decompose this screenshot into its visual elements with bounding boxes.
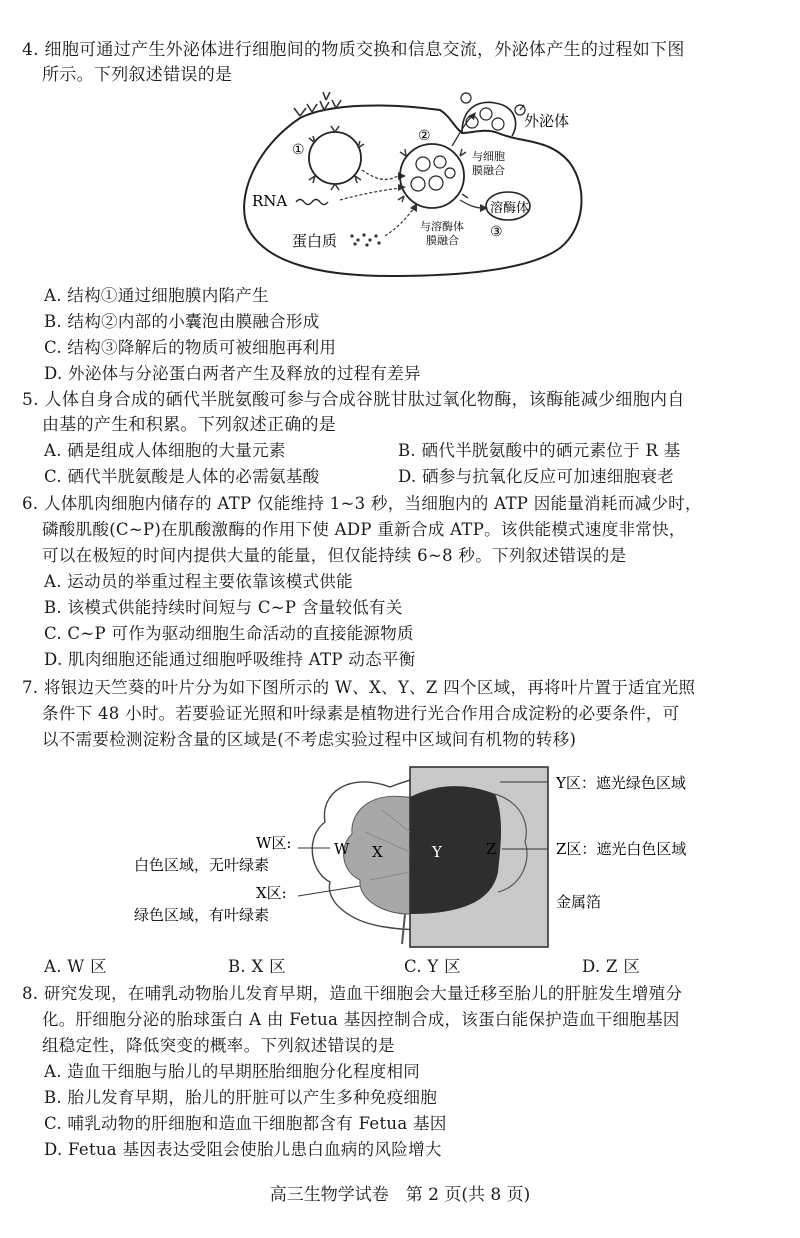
rna-strand — [296, 200, 328, 205]
q6-option-a: A. 运动员的举重过程主要依靠该模式供能 — [44, 572, 353, 591]
protein-label: 蛋白质 — [292, 232, 338, 250]
q7-stem-line-1: 7. 将银边天竺葵的叶片分为如下图所示的 W、X、Y、Z 四个区域，再将叶片置于适宜光照 — [22, 678, 696, 697]
q4-stem-line-1: 4. 细胞可通过产生外泌体进行细胞间的物质交换和信息交流，外泌体产生的过程如下图 — [22, 40, 685, 60]
region-x: X — [372, 843, 383, 861]
q7-stem-line-3: 以不需要检测淀粉含量的区域是(不考虑实验过程中区域间有机物的转移) — [42, 730, 577, 749]
q8-option-b: B. 胎儿发育早期，胎儿的肝脏可以产生多种免疫细胞 — [44, 1088, 438, 1107]
region-y: Y — [432, 843, 442, 861]
q8-option-c: C. 哺乳动物的肝细胞和造血干细胞都含有 Fetua 基因 — [44, 1114, 447, 1133]
q6-stem-line-3: 可以在极短的时间内提供大量的能量，但仅能持续 6~8 秒。下列叙述错误的是 — [42, 546, 627, 565]
q7-stem-line-2: 条件下 48 小时。若要验证光照和叶绿素是植物进行光合作用合成淀粉的必要条件，可 — [42, 704, 680, 723]
q4-option-c: C. 结构③降解后的物质可被细胞再利用 — [44, 338, 337, 357]
region-z: Z — [486, 840, 497, 858]
q5-stem-line-2: 由基的产生和积累。下列叙述正确的是 — [42, 415, 337, 435]
q4-option-b: B. 结构②内部的小囊泡由膜融合形成 — [44, 312, 320, 331]
q5-option-d: D. 硒参与抗氧化反应可加速细胞衰老 — [398, 467, 675, 486]
cell-membrane — [244, 105, 581, 276]
fuse-lysosome-label-1: 与溶酶体 — [420, 220, 464, 233]
fuse-membrane-label-2: 膜融合 — [472, 164, 505, 177]
page-footer: 高三生物学试卷 第 2 页(共 8 页) — [269, 1185, 531, 1205]
fuse-membrane-label-1: 与细胞 — [472, 150, 505, 163]
q6-option-d: D. 肌肉细胞还能通过细胞呼吸维持 ATP 动态平衡 — [44, 650, 416, 669]
q5-stem-line-1: 5. 人体自身合成的硒代半胱氨酸可参与合成谷胱甘肽过氧化物酶，该酶能减少细胞内自 — [22, 390, 685, 410]
q8-stem-line-3: 组稳定性，降低突变的概率。下列叙述错误的是 — [42, 1036, 395, 1055]
exosome-label: 外泌体 — [524, 112, 570, 130]
q6-stem-line-2: 磷酸肌酸(C~P)在肌酸激酶的作用下使 ADP 重新合成 ATP。该供能模式速度非常快， — [42, 520, 686, 539]
q5-option-b: B. 硒代半胱氨酸中的硒元素位于 R 基 — [398, 441, 681, 460]
q4-stem-line-2: 所示。下列叙述错误的是 — [42, 65, 233, 85]
q6-option-c: C. C~P 可作为驱动细胞生命活动的直接能源物质 — [44, 624, 414, 643]
metal-foil-label: 金属箔 — [556, 893, 602, 911]
q6-stem-line-1: 6. 人体肌肉细胞内储存的 ATP 仅能维持 1~3 秒，当细胞内的 ATP 因能量消耗而减少时， — [22, 494, 702, 513]
z-region-label: Z区：遮光白色区域 — [556, 840, 687, 858]
q7-option-a: A. W 区 — [44, 957, 107, 976]
protein-dots — [350, 233, 380, 246]
q8-option-a: A. 造血干细胞与胎儿的早期胚胎细胞分化程度相同 — [44, 1062, 421, 1081]
q7-leaf-diagram — [120, 762, 720, 952]
q8-stem-line-2: 化。肝细胞分泌的胎球蛋白 A 由 Fetua 基因控制合成，该蛋白能保护造血干细胞基因 — [42, 1010, 680, 1029]
q5-option-a: A. 硒是组成人体细胞的大量元素 — [44, 441, 286, 460]
w-region-label: W区: — [256, 834, 292, 852]
q8-stem-line-1: 8. 研究发现，在哺乳动物胎儿发育早期，造血干细胞会大量迁移至胎儿的肝脏发生增殖分 — [22, 984, 683, 1003]
marker-1: ① — [292, 142, 305, 158]
y-region-label: Y区：遮光绿色区域 — [556, 774, 686, 792]
q7-option-d: D. Z 区 — [582, 957, 641, 976]
w-region-desc: 白色区域，无叶绿素 — [134, 856, 270, 874]
q7-option-c: C. Y 区 — [404, 957, 461, 976]
endocytic-vesicle — [309, 132, 361, 184]
region-w: W — [334, 840, 350, 858]
q8-option-d: D. Fetua 基因表达受阻会使胎儿患白血病的风险增大 — [44, 1140, 442, 1159]
q6-option-b: B. 该模式供能持续时间短与 C~P 含量较低有关 — [44, 598, 403, 617]
x-region-label: X区: — [256, 884, 287, 902]
q4-option-d: D. 外泌体与分泌蛋白两者产生及释放的过程有差异 — [44, 364, 421, 383]
marker-3: ③ — [490, 224, 503, 240]
q4-option-a: A. 结构①通过细胞膜内陷产生 — [44, 286, 269, 305]
fuse-lysosome-label-2: 膜融合 — [426, 234, 459, 247]
q7-option-b: B. X 区 — [228, 957, 286, 976]
lysosome-label: 溶酶体 — [490, 201, 530, 216]
marker-2: ② — [418, 128, 431, 144]
q4-exosome-diagram — [240, 88, 590, 283]
x-region-desc: 绿色区域，有叶绿素 — [134, 906, 270, 924]
rna-label: RNA — [252, 192, 288, 210]
q5-option-c: C. 硒代半胱氨酸是人体的必需氨基酸 — [44, 467, 320, 486]
